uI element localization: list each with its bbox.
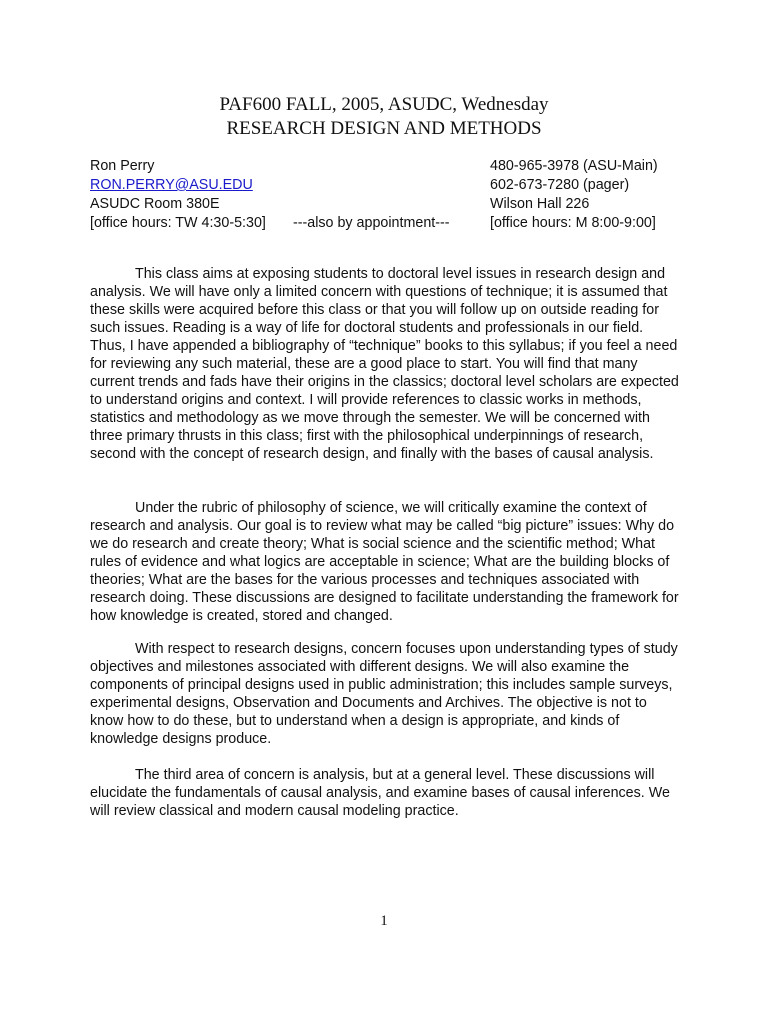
course-title: PAF600 FALL, 2005, ASUDC, Wednesday	[219, 94, 549, 115]
instructor-email-link[interactable]: RON.PERRY@ASU.EDU	[90, 177, 253, 193]
phone-pager: 602-673-7280 (pager)	[490, 177, 630, 193]
appointment-note: ---also by appointment---	[293, 215, 450, 231]
course-subtitle: RESEARCH DESIGN AND METHODS	[226, 118, 542, 139]
instructor-name: Ron Perry	[90, 158, 155, 174]
page-number: 1	[380, 913, 388, 929]
instructor-room: ASUDC Room 380E	[90, 196, 220, 212]
paragraph-analysis: The third area of concern is analysis, but at a general level. These discussions will elucidate the fundamentals of causal analysis, and examine bases of causal inferences. We will review classical and modern causal modeling practice.	[90, 767, 670, 819]
paragraph-designs: With respect to research designs, concern focuses upon understanding types of study objectives and milestones associated with different designs. We will also examine the components of principal designs used in public administration; this includes sample surveys, experimental designs, Observation and Documents and Archives. The objective is not to know how to do these, but to understand when a design is appropriate, and kinds of knowledge designs produce.	[90, 641, 678, 747]
paragraph-intro: This class aims at exposing students to doctoral level issues in research design and analysis. We will have only a limited concern with questions of technique; it is assumed that these skills were acquired before this class or that you will follow up on outside reading for such issues. Reading is a way of life for doctoral students and professionals in our field. Thus, I have appended a bibliography of “technique” books to this syllabus; if you feel a need for reviewing any such material, these are a good place to start. You will find that many current trends and fads have their origins in the classics; doctoral level scholars are expected to understand origins and context. I will provide references to classic works in methods, statistics and methodology as we move through the semester. We will be concerned with three primary thrusts in this class; first with the philosophical underpinnings of research, second with the concept of research design, and finally with the bases of causal analysis.	[90, 266, 679, 462]
instructor-contact-left	[90, 157, 266, 233]
paragraph-philosophy: Under the rubric of philosophy of science, we will critically examine the context of research and analysis. Our goal is to review what may be called “big picture” issues: Why do we do research and create theory; What is social science and the scientific method; What rules of evidence and what logics are acceptable in science; What are the building blocks of theories; What are the bases for the various processes and techniques associated with research doing. These discussions are designed to facilitate understanding the framework for how knowledge is created, stored and changed.	[90, 500, 679, 624]
office-hours-right: [office hours: M 8:00-9:00]	[490, 215, 656, 231]
instructor-contact-right	[490, 157, 658, 233]
phone-main: 480-965-3978 (ASU-Main)	[490, 158, 658, 174]
office-location: Wilson Hall 226	[490, 196, 590, 212]
office-hours-left: [office hours: TW 4:30-5:30]	[90, 215, 266, 231]
